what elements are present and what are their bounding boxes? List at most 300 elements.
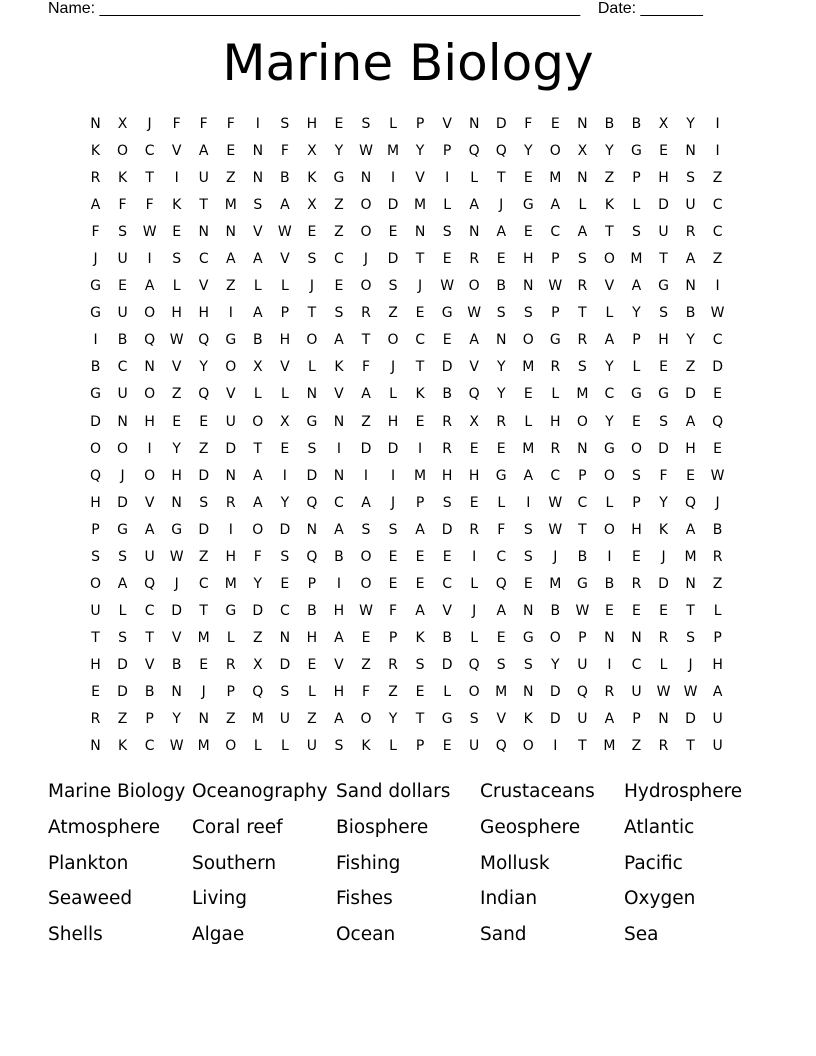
grid-letter: O (630, 440, 642, 457)
word-bank-item: Sea (624, 924, 659, 946)
grid-letter: A (415, 521, 425, 538)
grid-letter: E (659, 143, 668, 160)
grid-letter: G (631, 386, 642, 403)
grid-letter: D (549, 683, 561, 700)
grid-letter: W (359, 143, 373, 160)
grid-letter: G (90, 305, 101, 322)
grid-letter: S (632, 224, 641, 241)
grid-letter: Q (468, 143, 480, 160)
grid-letter: Y (686, 332, 695, 349)
grid-letter: V (442, 116, 452, 132)
grid-letter: C (712, 224, 723, 241)
grid-letter: N (306, 386, 318, 403)
grid-letter: S (307, 440, 317, 457)
grid-letter: V (171, 143, 182, 160)
grid-letter: S (307, 251, 317, 268)
grid-letter: S (496, 656, 506, 673)
word-bank-item: Living (192, 888, 248, 910)
grid-letter: P (91, 521, 100, 538)
grid-letter: E (550, 116, 560, 132)
grid-letter: S (686, 170, 695, 187)
grid-letter: F (361, 359, 371, 376)
grid-letter: E (442, 332, 452, 349)
grid-letter: H (685, 440, 696, 457)
grid-letter: U (577, 711, 588, 728)
grid-letter: U (117, 305, 128, 322)
grid-letter: G (522, 629, 534, 646)
grid-letter: B (577, 548, 588, 565)
grid-letter: K (307, 170, 317, 187)
grid-letter: W (169, 332, 184, 349)
grid-letter: A (144, 521, 155, 538)
grid-letter: L (443, 683, 452, 700)
grid-letter: V (442, 602, 452, 619)
grid-letter: G (333, 170, 345, 187)
grid-letter: F (524, 116, 533, 132)
grid-letter: R (361, 305, 371, 322)
grid-letter: W (683, 683, 698, 700)
grid-letter: M (549, 170, 562, 187)
grid-letter: V (144, 656, 155, 673)
grid-letter: L (280, 278, 289, 295)
grid-letter: O (90, 440, 102, 457)
grid-letter: I (715, 116, 720, 132)
grid-letter: M (386, 143, 400, 160)
grid-letter: O (360, 197, 372, 214)
grid-letter: I (336, 575, 342, 592)
grid-letter: S (172, 251, 182, 268)
grid-letter: Z (388, 683, 398, 700)
grid-letter: L (253, 386, 262, 403)
grid-letter: O (306, 332, 318, 349)
grid-letter: I (607, 656, 612, 673)
grid-letter: Y (686, 116, 695, 132)
grid-letter: Y (280, 494, 290, 511)
grid-letter: V (469, 359, 479, 376)
grid-letter: W (575, 602, 590, 619)
grid-letter: R (712, 548, 723, 565)
grid-letter: P (551, 305, 560, 322)
grid-letter: N (144, 359, 155, 376)
grid-letter: U (577, 656, 588, 673)
grid-letter: A (253, 305, 263, 322)
grid-letter: D (90, 413, 101, 430)
grid-letter: I (282, 467, 287, 484)
grid-letter: A (685, 251, 696, 268)
word-bank-item: Geosphere (480, 816, 581, 838)
grid-letter: A (415, 602, 425, 619)
grid-letter: A (550, 197, 561, 214)
grid-letter: D (441, 521, 453, 538)
grid-letter: E (659, 359, 668, 376)
grid-letter: B (604, 116, 615, 132)
grid-letter: E (496, 629, 506, 646)
grid-letter: Z (388, 305, 398, 322)
grid-letter: T (199, 197, 208, 214)
grid-letter: N (279, 629, 291, 646)
grid-letter: E (523, 575, 533, 592)
grid-letter: T (145, 170, 154, 187)
grid-letter: X (307, 143, 317, 160)
word-bank-item: Algae (192, 924, 245, 946)
grid-letter: N (171, 683, 182, 700)
grid-letter: O (603, 521, 615, 538)
grid-letter: B (442, 629, 452, 646)
grid-letter: N (360, 170, 372, 187)
grid-letter: N (198, 224, 209, 241)
grid-letter: N (658, 711, 669, 728)
grid-letter: E (632, 548, 641, 565)
grid-letter: E (388, 548, 398, 565)
grid-letter: T (199, 602, 208, 619)
grid-letter: P (388, 629, 398, 646)
grid-letter: S (388, 278, 398, 295)
grid-letter: D (279, 521, 291, 538)
grid-letter: N (117, 413, 128, 430)
grid-letter: D (495, 116, 507, 132)
grid-letter: E (659, 602, 668, 619)
grid-letter: Q (685, 494, 697, 511)
grid-letter: Y (605, 143, 614, 160)
grid-letter: L (118, 602, 127, 619)
grid-letter: G (171, 521, 183, 538)
grid-letter: I (255, 116, 260, 132)
grid-letter: P (632, 711, 641, 728)
grid-letter: N (523, 602, 534, 619)
grid-letter: A (469, 332, 479, 349)
grid-letter: D (387, 197, 399, 214)
grid-letter: Y (551, 656, 560, 673)
grid-letter: U (90, 602, 101, 619)
grid-letter: R (685, 224, 696, 241)
word-bank-item: Sand dollars (336, 781, 451, 802)
grid-letter: E (415, 548, 425, 565)
grid-letter: R (550, 440, 561, 457)
grid-letter: N (333, 413, 345, 430)
grid-letter: E (632, 413, 641, 430)
grid-letter: K (523, 711, 533, 728)
grid-letter: Q (306, 494, 318, 511)
grid-letter: Z (361, 413, 371, 430)
grid-letter: J (201, 683, 206, 700)
word-bank (48, 778, 768, 957)
grid-letter: Z (225, 170, 236, 187)
grid-letter: R (658, 629, 669, 646)
grid-letter: Y (199, 359, 208, 376)
grid-letter: D (387, 251, 399, 268)
grid-letter: L (253, 278, 262, 295)
word-bank-item: Oceanography (192, 781, 328, 802)
grid-letter: G (549, 332, 561, 349)
grid-letter: N (333, 467, 345, 484)
grid-letter: G (576, 575, 588, 592)
grid-letter: U (685, 197, 696, 214)
grid-letter: P (632, 332, 641, 349)
grid-letter: H (171, 467, 182, 484)
grid-letter: E (442, 251, 452, 268)
grid-letter: V (144, 494, 155, 511)
grid-letter: L (389, 116, 397, 132)
grid-letter: E (199, 656, 209, 673)
grid-letter: S (442, 494, 452, 511)
grid-letter: U (225, 413, 236, 430)
grid-letter: B (171, 656, 182, 673)
grid-letter: B (280, 170, 290, 187)
grid-letter: K (415, 629, 425, 646)
grid-letter: L (605, 494, 614, 511)
grid-letter: A (685, 413, 696, 430)
grid-letter: L (253, 738, 262, 755)
grid-letter: K (334, 359, 344, 376)
grid-letter: H (550, 413, 561, 430)
grid-letter: G (522, 197, 534, 214)
grid-letter: N (90, 738, 101, 755)
grid-letter: B (144, 683, 155, 700)
grid-letter: L (470, 575, 479, 592)
grid-letter: E (496, 251, 506, 268)
grid-letter: P (415, 738, 425, 755)
grid-letter: C (712, 197, 723, 214)
grid-letter: L (280, 738, 289, 755)
grid-letter: O (468, 683, 480, 700)
grid-letter: W (548, 494, 563, 511)
grid-letter: Y (632, 305, 641, 322)
grid-letter: S (469, 711, 479, 728)
grid-letter: V (604, 278, 615, 295)
grid-letter: B (117, 332, 128, 349)
grid-letter: V (334, 386, 344, 403)
grid-letter: O (360, 224, 372, 241)
grid-letter: E (388, 224, 398, 241)
grid-letter: I (553, 738, 558, 755)
grid-letter: N (414, 224, 426, 241)
word-bank-item: Hydrosphere (624, 781, 743, 802)
grid-letter: A (604, 332, 615, 349)
grid-letter: L (713, 602, 722, 619)
grid-letter: N (631, 629, 642, 646)
grid-letter: C (144, 738, 155, 755)
grid-letter: Q (468, 386, 480, 403)
grid-letter: D (658, 575, 669, 592)
grid-letter: S (523, 656, 533, 673)
grid-letter: M (495, 683, 508, 700)
grid-letter: A (496, 602, 507, 619)
grid-letter: H (171, 305, 182, 322)
grid-letter: M (224, 575, 237, 592)
grid-letter: T (253, 440, 263, 457)
grid-letter: V (225, 386, 236, 403)
grid-letter: O (144, 467, 156, 484)
grid-letter: N (685, 575, 696, 592)
grid-letter: M (684, 548, 697, 565)
grid-letter: B (685, 305, 696, 322)
grid-letter: Q (198, 332, 210, 349)
grid-letter: A (253, 494, 263, 511)
grid-letter: V (171, 359, 182, 376)
grid-letter: H (523, 251, 534, 268)
grid-letter: A (334, 521, 344, 538)
word-bank-item: Fishing (336, 852, 401, 874)
grid-letter: M (414, 197, 427, 214)
grid-letter: S (659, 413, 668, 430)
grid-letter: D (658, 440, 669, 457)
grid-letter: H (90, 494, 101, 511)
grid-letter: G (90, 386, 101, 403)
grid-letter: W (548, 521, 563, 538)
grid-letter: S (523, 548, 533, 565)
grid-letter: T (307, 305, 317, 322)
grid-letter: F (172, 116, 181, 132)
grid-letter: N (523, 683, 534, 700)
word-bank-item: Biosphere (336, 816, 429, 838)
grid-letter: W (277, 224, 292, 241)
grid-letter: C (604, 386, 615, 403)
grid-letter: B (307, 602, 317, 619)
grid-letter: O (360, 711, 372, 728)
grid-letter: S (334, 738, 344, 755)
grid-letter: B (334, 548, 344, 565)
grid-letter: V (253, 224, 263, 241)
grid-letter: R (388, 656, 398, 673)
word-bank-item: Fishes (336, 888, 393, 910)
grid-letter: I (174, 170, 179, 187)
grid-letter: H (90, 656, 101, 673)
grid-letter: S (361, 521, 371, 538)
grid-letter: I (526, 494, 531, 511)
grid-letter: Q (495, 143, 507, 160)
grid-letter: N (468, 224, 480, 241)
grid-letter: O (252, 521, 264, 538)
grid-letter: H (631, 521, 642, 538)
grid-letter: Z (712, 170, 723, 187)
word-bank-item: Shells (48, 924, 103, 946)
grid-letter: N (198, 711, 209, 728)
grid-letter: O (549, 143, 561, 160)
grid-letter: J (688, 656, 693, 673)
grid-letter: E (280, 440, 290, 457)
grid-letter: Z (117, 711, 128, 728)
grid-letter: F (199, 116, 208, 132)
grid-letter: Z (712, 251, 723, 268)
page-title: Marine Biology (222, 34, 594, 92)
letter-grid (82, 115, 731, 764)
grid-letter: I (147, 251, 152, 268)
grid-letter: D (225, 440, 237, 457)
grid-letter: E (415, 575, 425, 592)
grid-letter: M (522, 359, 535, 376)
grid-letter: X (117, 116, 128, 132)
grid-letter: O (252, 413, 264, 430)
grid-letter: C (144, 602, 155, 619)
grid-letter: Y (523, 143, 533, 160)
grid-letter: G (603, 440, 615, 457)
grid-letter: O (468, 278, 480, 295)
grid-letter: Y (496, 386, 506, 403)
grid-letter: N (577, 440, 588, 457)
grid-letter: A (712, 683, 723, 700)
grid-letter: M (414, 467, 427, 484)
grid-letter: T (415, 711, 425, 728)
grid-letter: J (390, 359, 396, 376)
grid-letter: W (656, 683, 671, 700)
grid-letter: S (280, 116, 290, 132)
grid-letter: B (631, 116, 642, 132)
grid-letter: H (441, 467, 453, 484)
grid-letter: E (713, 440, 723, 457)
word-bank-item: Coral reef (192, 816, 283, 838)
grid-letter: E (469, 494, 479, 511)
grid-letter: I (390, 170, 396, 187)
grid-letter: P (307, 575, 317, 592)
grid-letter: E (604, 602, 614, 619)
grid-letter: L (470, 170, 479, 187)
grid-letter: S (91, 548, 100, 565)
grid-letter: J (418, 278, 423, 295)
grid-letter: T (496, 170, 506, 187)
grid-letter: T (145, 629, 154, 646)
grid-letter: E (307, 224, 317, 241)
grid-letter: W (169, 548, 184, 565)
grid-letter: W (548, 278, 563, 295)
grid-letter: C (577, 494, 588, 511)
grid-letter: E (280, 575, 290, 592)
grid-letter: I (715, 278, 720, 295)
grid-letter: Z (334, 224, 344, 241)
grid-letter: D (360, 440, 372, 457)
grid-letter: D (441, 656, 453, 673)
grid-letter: G (225, 332, 237, 349)
grid-letter: S (388, 521, 398, 538)
grid-letter: N (306, 521, 318, 538)
grid-letter: P (280, 305, 290, 322)
grid-letter: V (334, 656, 344, 673)
grid-letter: R (604, 683, 615, 700)
grid-letter: K (172, 197, 182, 214)
grid-letter: D (117, 683, 128, 700)
grid-letter: D (387, 440, 399, 457)
grid-letter: R (442, 440, 452, 457)
grid-letter: G (495, 467, 507, 484)
grid-letter: T (686, 602, 695, 619)
grid-letter: A (334, 332, 344, 349)
grid-letter: I (228, 305, 233, 322)
grid-letter: O (144, 386, 156, 403)
grid-letter: W (440, 278, 455, 295)
grid-letter: G (90, 278, 101, 295)
grid-letter: B (712, 521, 723, 538)
grid-letter: M (576, 386, 589, 403)
grid-letter: N (90, 116, 101, 132)
grid-letter: W (467, 305, 482, 322)
grid-letter: N (225, 224, 236, 241)
grid-letter: S (523, 305, 533, 322)
grid-letter: R (90, 170, 101, 187)
grid-letter: K (415, 386, 425, 403)
grid-letter: J (363, 251, 369, 268)
grid-letter: V (171, 629, 182, 646)
grid-letter: R (469, 521, 480, 538)
grid-letter: V (415, 170, 425, 187)
grid-letter: Z (171, 386, 182, 403)
grid-letter: C (631, 656, 642, 673)
grid-letter: N (252, 170, 264, 187)
grid-letter: W (169, 738, 184, 755)
grid-letter: O (90, 575, 102, 592)
grid-letter: R (90, 711, 101, 728)
grid-letter: C (144, 143, 155, 160)
grid-letter: Q (144, 332, 156, 349)
grid-letter: A (225, 251, 236, 268)
